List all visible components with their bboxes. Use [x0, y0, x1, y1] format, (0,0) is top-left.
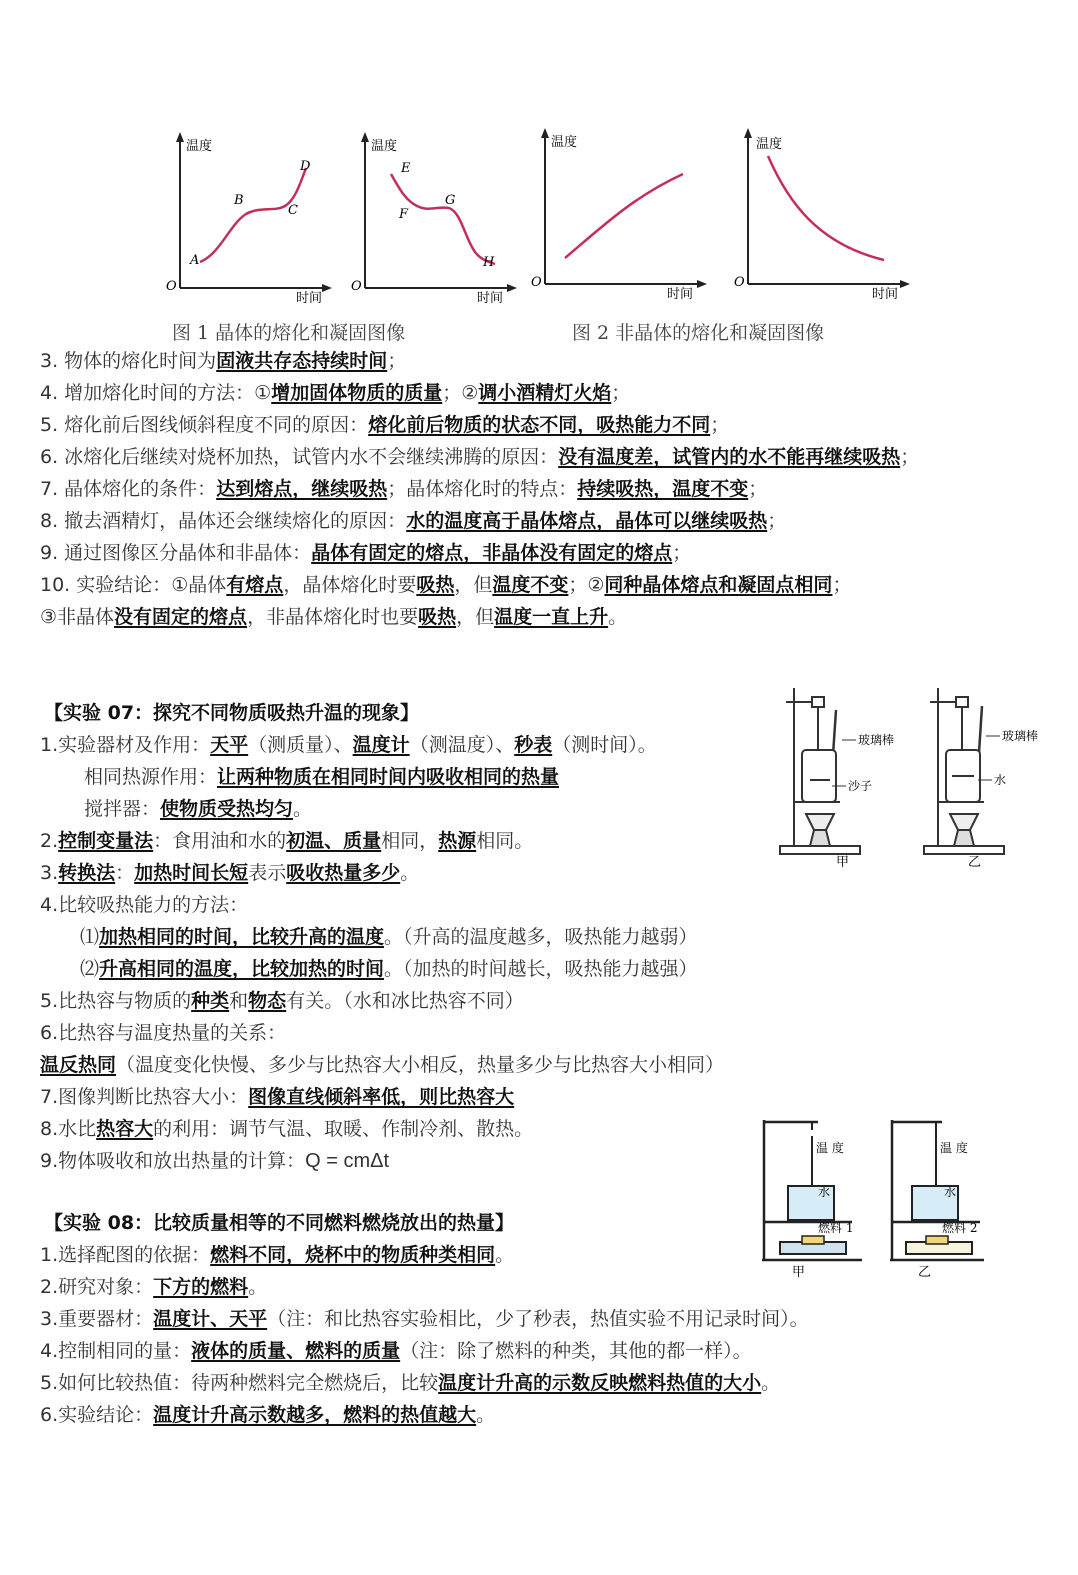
label-yi: 乙 — [968, 855, 982, 870]
exp08-line5: 5.如何比较热值：待两种燃料完全燃烧后，比较温度计升高的示数反映燃料热值的大小。 — [40, 1372, 781, 1394]
label-yi: 乙 — [918, 1265, 932, 1278]
apparatus-right — [924, 688, 1007, 854]
water-label: 水 — [994, 773, 1007, 787]
exp07-line14: 9.物体吸收和放出热量的计算：Q = cmΔt — [40, 1150, 390, 1172]
fuel1-label: 燃料 1 — [818, 1221, 854, 1235]
exp08-line6: 6.实验结论：温度计升高示数越多，燃料的热值越大。 — [40, 1404, 496, 1426]
exp07-line8: ⑵升高相同的温度，比较加热的时间。（加热的时间越长，吸热能力越强） — [80, 958, 698, 980]
item-10-line2: ③非晶体没有固定的熔点，非晶体熔化时也要吸热，但温度一直上升。 — [40, 606, 628, 628]
figure1-caption: 图 1 晶体的熔化和凝固图像 — [172, 322, 406, 344]
exp08-line3: 3.重要器材：温度计、天平（注：和比热容实验相比，少了秒表，热值实验不用记录时间）。 — [40, 1308, 809, 1330]
exp08-line1: 1.选择配图的依据：燃料不同，烧杯中的物质种类相同。 — [40, 1244, 515, 1266]
exp07-line12: 7.图像判断比热容大小：图像直线倾斜率低，则比热容大 — [40, 1086, 515, 1108]
exp07-line11: 温反热同（温度变化快慢、多少与比热容大小相反，热量多少与比热容大小相同） — [40, 1054, 725, 1076]
exp07-line4: 2.控制变量法：食用油和水的初温、质量相同，热源相同。 — [40, 830, 534, 852]
exp07-line3: 搅拌器：使物质受热均匀。 — [84, 798, 313, 820]
item-7: 7. 晶体熔化的条件：达到熔点，继续吸热；晶体熔化时的特点：持续吸热，温度不变； — [40, 478, 768, 500]
item-6: 6. 冰熔化后继续对烧杯加热，试管内水不会继续沸腾的原因：没有温度差，试管内的水不能再继续吸热； — [40, 446, 920, 468]
point-label-e: E — [401, 161, 411, 176]
label-jia: 甲 — [792, 1265, 806, 1278]
origin-label: O — [351, 279, 362, 294]
exp08-line4: 4.控制相同的量：液体的质量、燃料的质量（注：除了燃料的种类，其他的都一样）。 — [40, 1340, 752, 1362]
fuel2-label: 燃料 2 — [942, 1221, 978, 1235]
exp08-line2: 2.研究对象：下方的燃料。 — [40, 1276, 268, 1298]
water-label-right: 水 — [944, 1185, 957, 1199]
exp07-line10: 6.比热容与温度热量的关系： — [40, 1022, 287, 1044]
point-label-g: G — [445, 193, 456, 208]
exp07-apparatus-figure — [772, 680, 1062, 874]
figure2-caption: 图 2 非晶体的熔化和凝固图像 — [572, 322, 825, 344]
item-5: 5. 熔化前后图线倾斜程度不同的原因：熔化前后物质的状态不同，吸热能力不同； — [40, 414, 730, 436]
exp07-line1: 1.实验器材及作用：天平（测质量）、温度计（测温度）、秒表（测时间）。 — [40, 734, 657, 756]
y-label: 温度 — [756, 137, 783, 152]
point-label-a: A — [190, 253, 200, 268]
exp07-line6: 4.比较吸热能力的方法： — [40, 894, 249, 916]
item-3: 3. 物体的熔化时间为固液共存态持续时间； — [40, 350, 407, 372]
fuel-apparatus-right — [890, 1120, 984, 1260]
fuel-apparatus-left — [762, 1120, 862, 1260]
label-jia: 甲 — [836, 855, 850, 870]
x-label: 时间 — [477, 291, 504, 306]
crystal-melting-graph — [160, 128, 340, 308]
thermometer-label-right: 温 度 — [940, 1141, 968, 1155]
y-label: 温度 — [186, 139, 213, 154]
exp07-line13: 8.水比热容大的利用：调节气温、取暖、作制冷剂、散热。 — [40, 1118, 534, 1140]
glass-rod-label: 玻璃棒 — [858, 733, 895, 747]
thermometer-label: 温 度 — [816, 1141, 844, 1155]
point-label-b: B — [234, 193, 244, 208]
glass-rod-label-right: 玻璃棒 — [1002, 729, 1039, 743]
item-4: 4. 增加熔化时间的方法：①增加固体物质的质量；②调小酒精灯火焰； — [40, 382, 631, 404]
item-8: 8. 撤去酒精灯，晶体还会继续熔化的原因：水的温度高于晶体熔点，晶体可以继续吸热； — [40, 510, 787, 532]
origin-label: O — [166, 279, 177, 294]
amorphous-solidifying-graph — [728, 124, 918, 308]
point-label-h: H — [483, 255, 495, 270]
exp07-line2: 相同热源作用：让两种物质在相同时间内吸收相同的热量 — [84, 766, 560, 788]
origin-label: O — [531, 275, 542, 290]
y-label: 温度 — [551, 135, 578, 150]
amorphous-melting-graph — [525, 124, 715, 308]
exp07-line5: 3.转换法：加热时间长短表示吸收热量多少。 — [40, 862, 420, 884]
apparatus-left — [780, 688, 860, 854]
point-label-c: C — [288, 203, 298, 218]
x-label: 时间 — [296, 291, 323, 306]
x-label: 时间 — [872, 287, 899, 302]
exp07-title: 【实验 07：探究不同物质吸热升温的现象】 — [44, 702, 420, 724]
exp07-line7: ⑴加热相同的时间，比较升高的温度。（升高的温度越多，吸热能力越弱） — [80, 926, 698, 948]
item-10-line1: 10. 实验结论：①晶体有熔点，晶体熔化时要吸热，但温度不变；②同种晶体熔点和凝固点相同； — [40, 574, 852, 596]
exp08-title: 【实验 08：比较质量相等的不同燃料燃烧放出的热量】 — [44, 1212, 515, 1234]
x-label: 时间 — [667, 287, 694, 302]
crystal-solidifying-graph — [345, 128, 525, 308]
exp07-line9: 5.比热容与物质的种类和物态有关。（水和冰比热容不同） — [40, 990, 524, 1012]
point-label-d: D — [300, 159, 311, 174]
sand-label: 沙子 — [848, 779, 873, 793]
origin-label: O — [734, 275, 745, 290]
exp08-apparatus-figure — [752, 1112, 992, 1278]
y-label: 温度 — [371, 139, 398, 154]
point-label-f: F — [399, 207, 409, 222]
water-label: 水 — [818, 1185, 831, 1199]
item-9: 9. 通过图像区分晶体和非晶体：晶体有固定的熔点，非晶体没有固定的熔点； — [40, 542, 692, 564]
